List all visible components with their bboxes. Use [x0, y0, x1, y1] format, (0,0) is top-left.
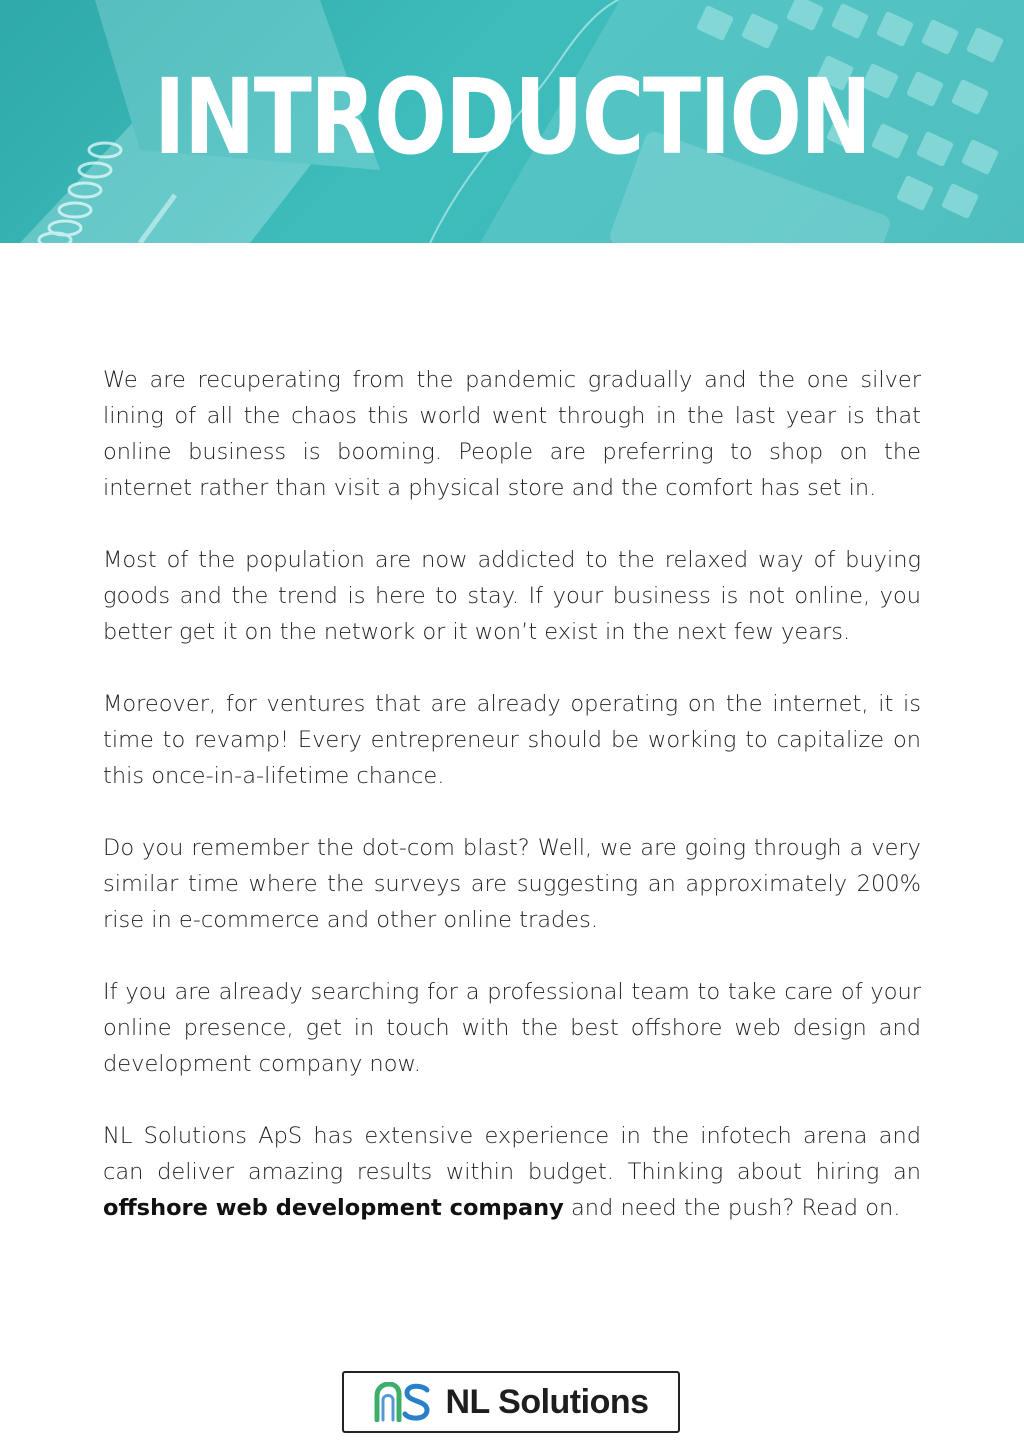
paragraph-closing	[103, 1118, 921, 1226]
page-title: INTRODUCTION	[153, 56, 871, 178]
company-logo	[342, 1371, 680, 1433]
paragraph: If you are already searching for a professional team to take care of your online presence, get in touch with the best offshore web design and development company now.	[103, 979, 921, 1077]
header-banner	[0, 0, 1024, 243]
paragraph: We are recuperating from the pandemic gradually and the one silver lining of all the chaos this world went through in the last year is that online business is booming. People are preferring to shop on the internet rather than visit a physical store and the comfort has set in.	[103, 367, 921, 501]
logo-wordmark: NL Solutions	[445, 1382, 649, 1421]
highlight-keyword: offshore web development company	[103, 1195, 564, 1221]
closing-text-after: and need the push? Read on.	[563, 1195, 901, 1221]
intro-text	[103, 362, 921, 1262]
paragraph: Most of the population are now addicted to the relaxed way of buying goods and the trend is here to stay. If your business is not online, you better get it on the network or it won’t exist in the next few years.	[103, 547, 921, 645]
closing-text-before: NL Solutions ApS has extensive experience in the infotech arena and can deliver amazing results within budget. Thinking about hiring an	[103, 1123, 921, 1185]
paragraph: Moreover, for ventures that are already operating on the internet, it is time to revamp! Every entrepreneur should be working to capitalize on this once-in-a-lifetime chance.	[103, 691, 921, 789]
ns-logo-icon	[373, 1382, 431, 1422]
paragraph: Do you remember the dot-com blast? Well, we are going through a very similar time where the surveys are suggesting an approximately 200% rise in e-commerce and other online trades.	[103, 835, 921, 933]
